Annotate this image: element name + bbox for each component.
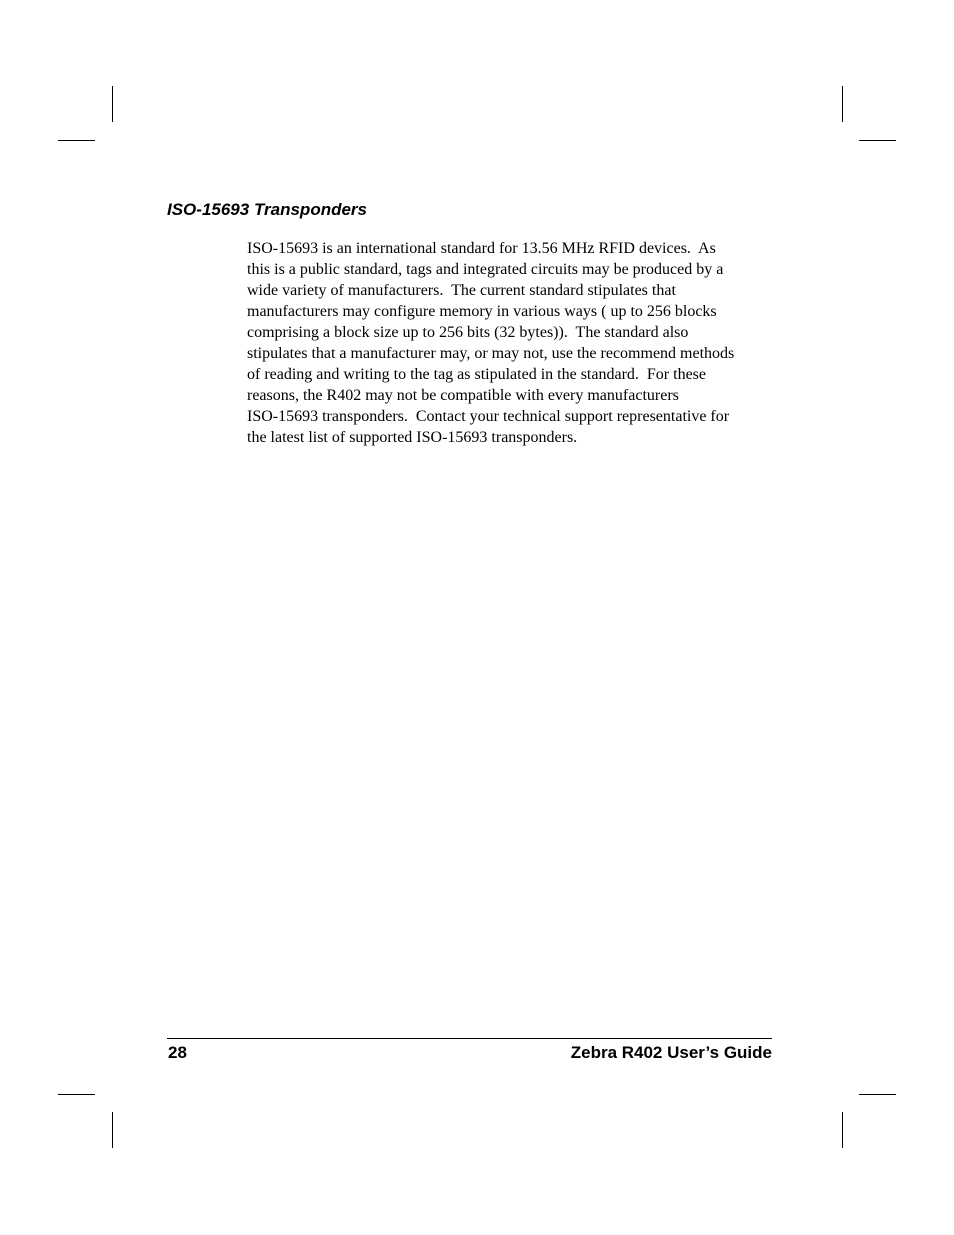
paragraph-line: ISO-15693 is an international standard for 13.56 MHz RFID devices. As	[247, 240, 716, 257]
page-number: 28	[168, 1043, 187, 1062]
footer-divider	[167, 1038, 772, 1039]
paragraph-line: wide variety of manufacturers. The current standard stipulates that	[247, 282, 676, 299]
section-heading: ISO-15693 Transponders	[167, 200, 367, 219]
paragraph-line: ISO-15693 transponders. Contact your technical support representative for	[247, 408, 730, 425]
paragraph-line: reasons, the R402 may not be compatible with every manufacturers	[247, 387, 679, 404]
paragraph-line: stipulates that a manufacturer may, or may not, use the recommend methods	[247, 345, 735, 362]
paragraph-line: the latest list of supported ISO-15693 transponders.	[247, 429, 578, 446]
crop-mark-bottom-left-vertical	[112, 1112, 113, 1148]
crop-mark-bottom-left-horizontal	[58, 1094, 95, 1095]
crop-mark-bottom-right-vertical	[842, 1112, 843, 1148]
paragraph-line: manufacturers may configure memory in various ways ( up to 256 blocks	[247, 303, 717, 320]
paragraph-line: this is a public standard, tags and integrated circuits may be produced by a	[247, 261, 724, 278]
crop-mark-top-right-horizontal	[859, 140, 896, 141]
section-paragraph	[247, 238, 787, 448]
paragraph-line: comprising a block size up to 256 bits (32 bytes)). The standard also	[247, 324, 689, 341]
guide-title: Zebra R402 User’s Guide	[570, 1043, 772, 1062]
crop-mark-bottom-right-horizontal	[859, 1094, 896, 1095]
crop-mark-top-right-vertical	[842, 86, 843, 122]
paragraph-line: of reading and writing to the tag as stipulated in the standard. For these	[247, 366, 706, 383]
crop-mark-top-left-vertical	[112, 86, 113, 122]
crop-mark-top-left-horizontal	[58, 140, 95, 141]
